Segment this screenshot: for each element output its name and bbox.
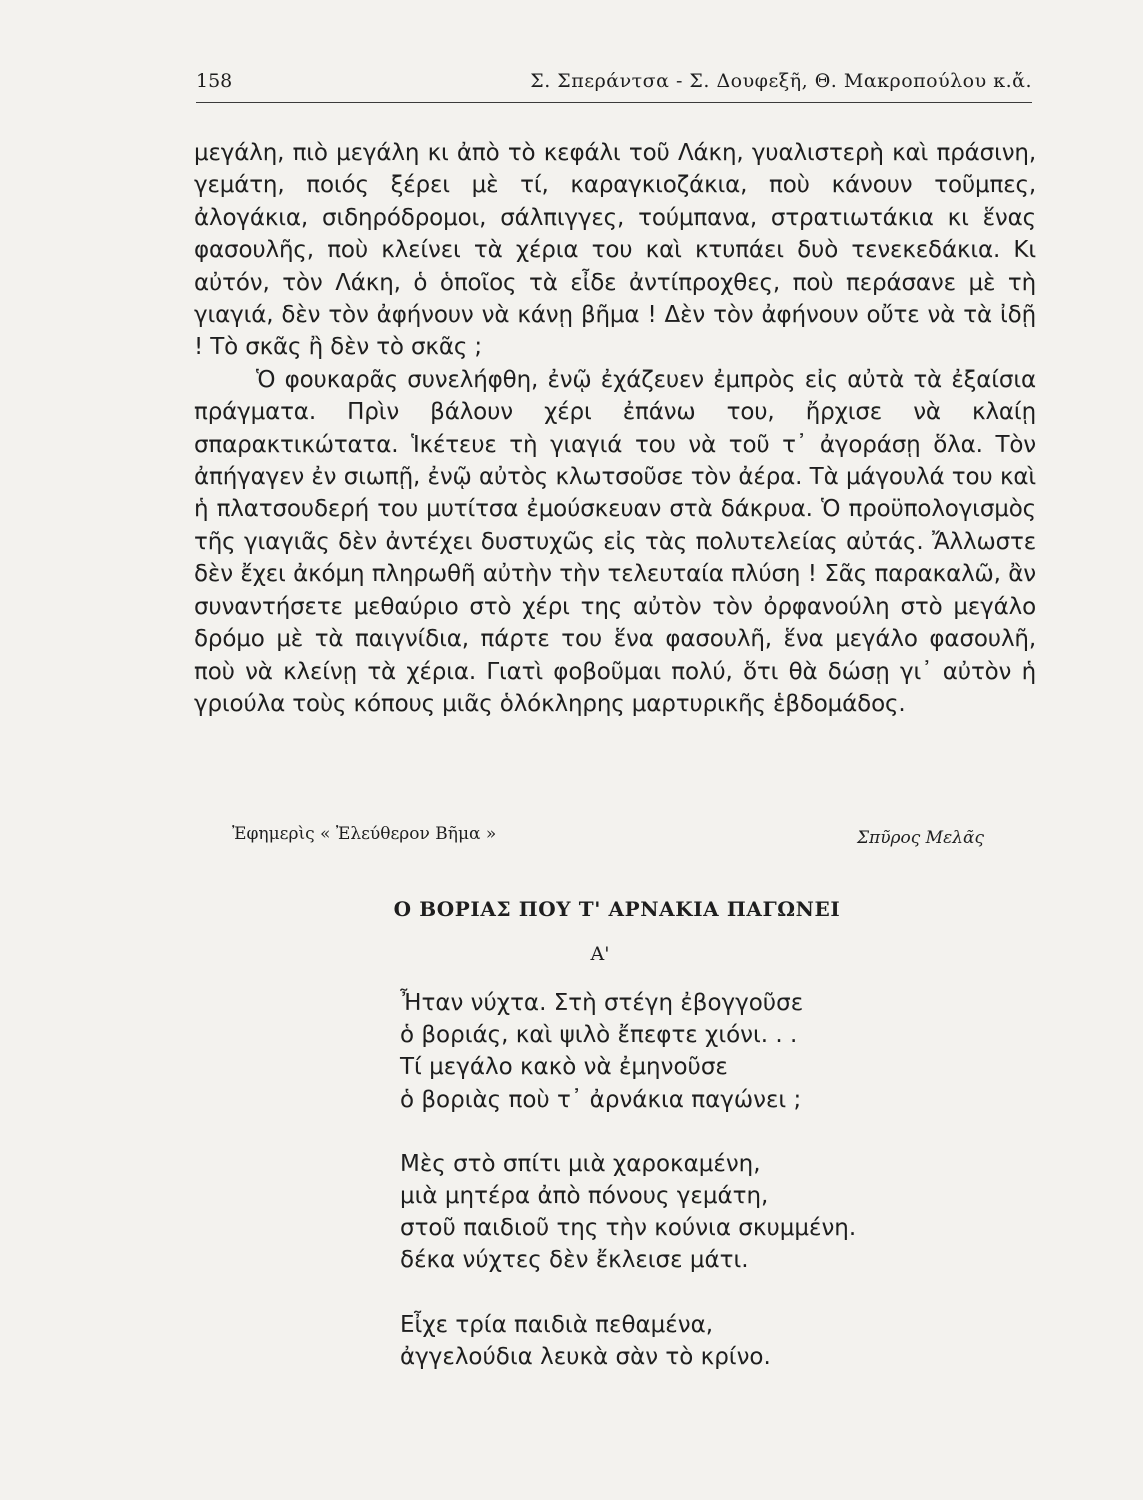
running-head bbox=[196, 66, 1032, 103]
verse-line: Εἶχε τρία παιδιὰ πεθαμένα, bbox=[400, 1311, 714, 1338]
poem-title: Ο ΒΟΡΙΑΣ ΠΟΥ Τ' ΑΡΝΑΚΙΑ ΠΑΓΩΝΕΙ bbox=[393, 897, 841, 921]
verse-line: Μὲς στὸ σπίτι μιὰ χαροκαμένη, bbox=[400, 1150, 761, 1177]
prose-text bbox=[194, 137, 1036, 720]
verse-line: ἀγγελούδια λευκὰ σὰν τὸ κρίνο. bbox=[400, 1343, 771, 1370]
verse-line: μιὰ μητέρα ἀπὸ πόνους γεμάτη, bbox=[400, 1183, 769, 1210]
section-number: Α' bbox=[590, 943, 610, 965]
stanza bbox=[400, 1148, 960, 1277]
verse-line: Τί μεγάλο κακὸ νὰ ἐμηνοῦσε bbox=[400, 1054, 728, 1081]
verse-line: δέκα νύχτες δὲν ἔκλεισε μάτι. bbox=[400, 1247, 749, 1274]
source-citation: Ἐφημερὶς « Ἐλεύθερον Βῆμα » bbox=[232, 824, 497, 844]
stanza bbox=[400, 987, 960, 1116]
verse-line: ὁ βοριάς, καὶ ψιλὸ ἔπεφτε χιόνι. . . bbox=[400, 1022, 798, 1049]
stanza bbox=[400, 1309, 960, 1373]
verse-line: ὁ βοριὰς ποὺ τ᾽ ἀρνάκια παγώνει ; bbox=[400, 1086, 802, 1113]
paragraph: μεγάλη, πιὸ μεγάλη κι ἀπὸ τὸ κεφάλι τοῦ Λάκη, γυαλιστερὴ καὶ πράσινη, γεμάτη, ποιός ξέρει μὲ τί, καραγκιοζάκια, ποὺ κάνουν τοῦμπες, ἀλογάκια, σιδηρόδρομοι, σάλπιγγες, τούμπανα, στρατιωτάκια κι ἕνας φασουλῆς, ποὺ κλείνει τὰ χέρια του καὶ κτυπάει δυὸ τενεκεδάκια. Κι αὐτόν, τὸν Λάκη, ὁ ὁποῖος τὰ εἶδε ἀντίπροχθες, ποὺ περάσανε μὲ τὴ γιαγιά, δὲν τὸν ἀφήνουν νὰ κάνῃ βῆμα ! Δὲν τὸν ἀφήνουν οὔτε νὰ τὰ ἰδῇ ! Τὸ σκᾶς ἢ δὲν τὸ σκᾶς ; bbox=[194, 140, 1036, 361]
page-number: 158 bbox=[196, 70, 233, 92]
poem bbox=[400, 987, 960, 1405]
paragraph: Ὁ φουκαρᾶς συνελήφθη, ἐνῷ ἐχάζευεν ἐμπρὸς εἰς αὐτὰ τὰ ἐξαίσια πράγματα. Πρὶν βάλουν χέρι ἐπάνω του, ἤρχισε νὰ κλαίῃ σπαρακτικώτατα. Ἱκέτευε τὴ γιαγιά του νὰ τοῦ τ᾽ ἀγοράσῃ ὅλα. Τὸν ἀπήγαγεν ἐν σιωπῇ, ἐνῷ αὐτὸς κλωτσοῦσε τὸν ἀέρα. Τὰ μάγουλά του καὶ ἡ πλατσουδερή του μυτίτσα ἐμούσκευαν στὰ δάκρυα. Ὁ προϋπολογισμὸς τῆς γιαγιᾶς δὲν ἀντέχει δυστυχῶς εἰς τὰς πολυτελείας αὐτάς. Ἄλλωστε δὲν ἔχει ἀκόμη πληρωθῆ αὐτὴν τὴν τελευταία πλύση ! Σᾶς παρακαλῶ, ἂν συναντήσετε μεθαύριο στὸ χέρι της αὐτὸν τὸν ὀρφανούλη στὸ μεγάλο δρόμο μὲ τὰ παιγνίδια, πάρτε του ἕνα φασουλῆ, ἕνα μεγάλο φασουλῆ, ποὺ νὰ κλείνῃ τὰ χέρια. Γιατὶ φοβοῦμαι πολύ, ὅτι θὰ δώσῃ γι᾽ αὐτὸν ἡ γριούλα τοὺς κόπους μιᾶς ὁλόκληρης μαρτυρικῆς ἑβδομάδος. bbox=[194, 366, 1036, 717]
verse-line: Ἦταν νύχτα. Στὴ στέγη ἐβογγοῦσε bbox=[400, 990, 804, 1016]
running-title: Σ. Σπεράντσα - Σ. Δουφεξῆ, Θ. Μακροπούλου κ.ἄ. bbox=[530, 70, 1032, 92]
verse-line: στοῦ παιδιοῦ της τὴν κούνια σκυμμένη. bbox=[400, 1215, 857, 1242]
author-name: Σπῦρος Μελᾶς bbox=[857, 828, 984, 848]
